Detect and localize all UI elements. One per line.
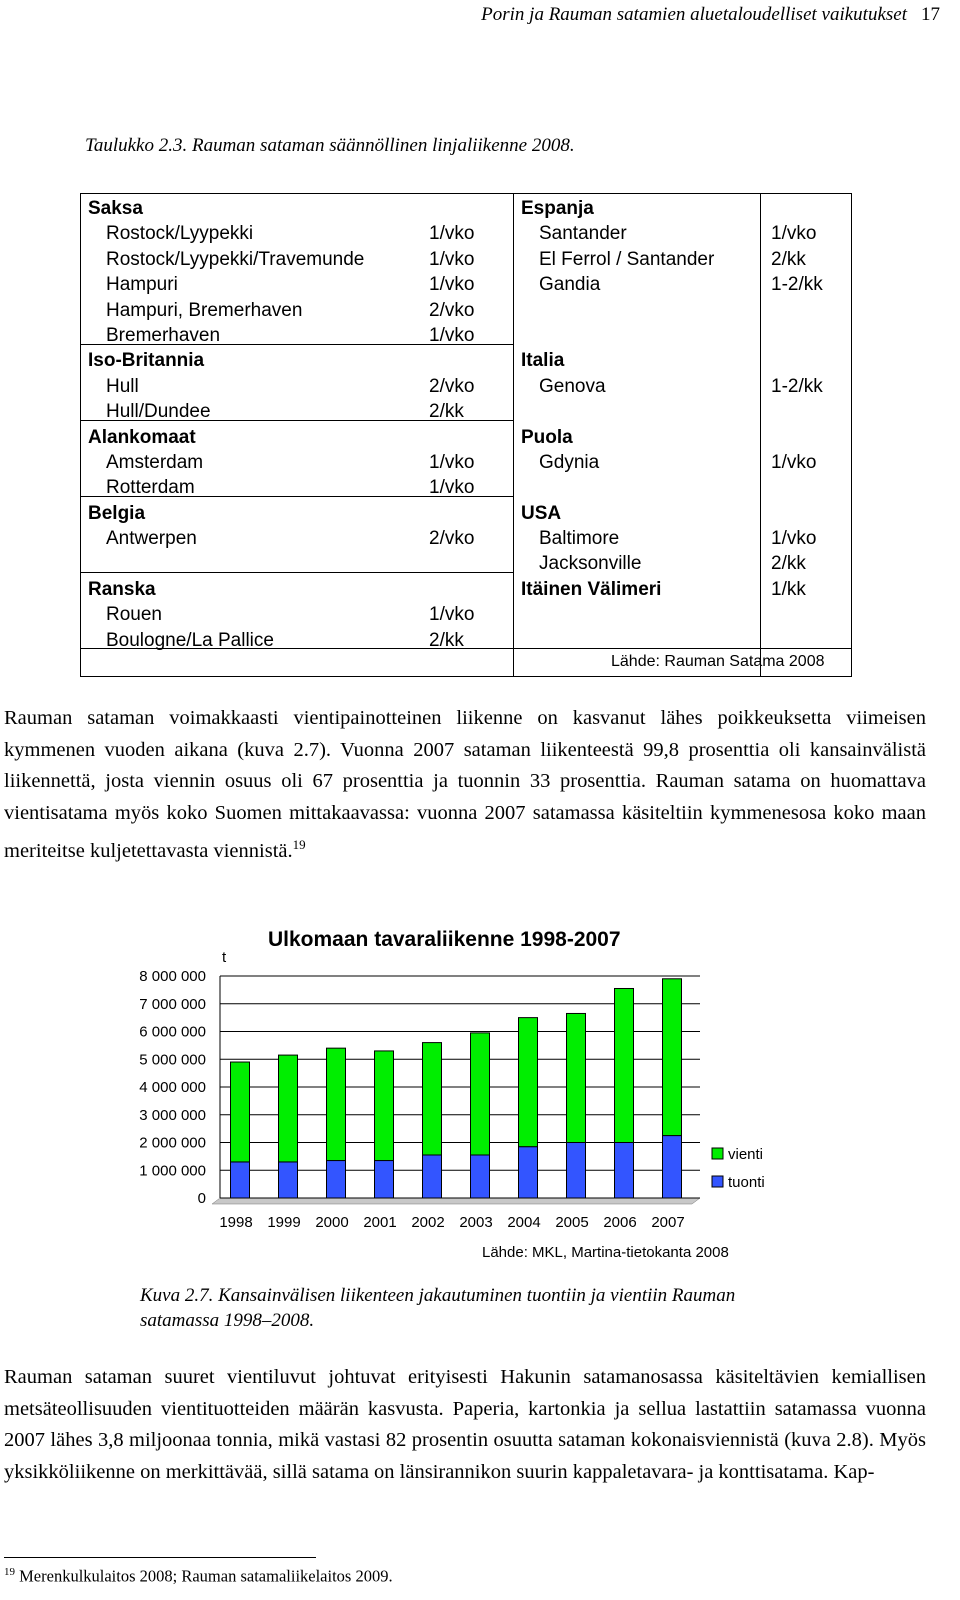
route-frequency: 2/vko: [429, 375, 475, 397]
footnote-ref: 19: [292, 837, 306, 852]
page-number: 17: [921, 4, 940, 25]
footnote-text: Merenkulkulaitos 2008; Rauman satamaliikelaitos 2009.: [19, 1566, 393, 1586]
row-spacer: [429, 348, 474, 373]
left-route-frequencies: [429, 196, 474, 653]
route-name: Amsterdam: [106, 451, 204, 473]
bar-tuonti: [231, 1162, 250, 1198]
route-name: Jacksonville: [539, 553, 642, 575]
route-name: Hampuri, Bremerhaven: [106, 299, 303, 321]
bar-vienti: [375, 1051, 394, 1161]
route-frequency: 1/vko: [429, 248, 475, 270]
route-frequency: 1-2/kk: [771, 375, 823, 397]
route-frequency: 1-2/kk: [771, 274, 823, 296]
country-heading: Saksa: [88, 198, 143, 219]
country-heading: Alankomaat: [88, 426, 196, 448]
row-spacer: [521, 475, 714, 500]
left-route-names: [88, 196, 364, 653]
route-name: Boulogne/La Pallice: [106, 629, 274, 651]
route-frequency: 1/vko: [429, 274, 475, 296]
country-heading: Puola: [521, 426, 573, 448]
bar-tuonti: [615, 1143, 634, 1199]
running-title: Porin ja Rauman satamien aluetaloudelliset vaikutukset: [481, 4, 907, 25]
y-tick-label: 6 000 000: [139, 1023, 206, 1041]
bar-vienti: [615, 988, 634, 1142]
bar-tuonti: [567, 1143, 586, 1199]
country-heading: USA: [521, 502, 562, 524]
row-spacer: [429, 196, 474, 221]
route-frequency: 1/vko: [771, 528, 817, 550]
y-tick-label: 0: [197, 1190, 206, 1207]
x-tick-label: 1999: [267, 1214, 301, 1231]
bar-vienti: [471, 1033, 490, 1155]
row-spacer: [771, 501, 823, 526]
footnote-rule: [4, 1557, 316, 1558]
country-heading: Itäinen Välimeri: [521, 578, 662, 600]
route-frequency: 2/kk: [429, 629, 464, 651]
bar-tuonti: [375, 1161, 394, 1198]
route-frequency: 2/kk: [429, 401, 464, 423]
route-name: Gdynia: [539, 451, 600, 473]
route-name: Antwerpen: [106, 528, 197, 550]
legend-swatch-tuonti: [712, 1176, 723, 1187]
bar-vienti: [327, 1048, 346, 1160]
bar-chart: [0, 920, 960, 1260]
chart-source: Lähde: MKL, Martina-tietokanta 2008: [482, 1244, 729, 1260]
country-heading: Iso-Britannia: [88, 350, 205, 372]
route-name: Hampuri: [106, 274, 178, 296]
x-tick-label: 2000: [315, 1214, 349, 1231]
route-frequency: 1/vko: [429, 324, 475, 346]
route-frequency: 1/vko: [429, 477, 475, 499]
table-caption: Taulukko 2.3. Rauman sataman säännöllinen linjaliikenne 2008.: [85, 135, 575, 156]
x-tick-label: 2007: [651, 1214, 685, 1231]
route-table: [80, 193, 852, 677]
paragraph-2: Rauman sataman suuret vientiluvut johtuvat erityisesti Hakunin satamanosassa käsiteltävien kemiallisen metsäteollisuuden vientituotteiden määrän kasvusta. Paperia, kartonkia ja sellua lastattiin satamassa vuonna 2007 lähes 3,8 miljoonaa tonnia, mikä vastasi 82 prosentin osuutta sataman kokonaisviennistä (kuva 2.8). Myös yksikköliikenne on merkittävää, sillä satama on länsirannikon suurin kappaletavara- ja konttisatama. Kap-: [4, 1366, 926, 1483]
row-spacer: [771, 399, 823, 424]
x-tick-label: 2005: [555, 1214, 589, 1231]
route-name: El Ferrol / Santander: [539, 248, 715, 270]
right-route-frequencies: [771, 196, 823, 602]
bar-tuonti: [423, 1155, 442, 1198]
route-frequency: 2/vko: [429, 299, 475, 321]
row-spacer: [429, 551, 474, 576]
country-heading: Espanja: [521, 198, 594, 219]
route-frequency: 2/kk: [771, 553, 806, 575]
bar-vienti: [519, 1018, 538, 1147]
route-name: Gandia: [539, 274, 601, 296]
route-frequency: 2/vko: [429, 528, 475, 550]
paragraph-1: [4, 703, 926, 867]
route-frequency: 2/kk: [771, 248, 806, 270]
bar-tuonti: [519, 1147, 538, 1198]
bar-vienti: [423, 1043, 442, 1155]
x-tick-label: 2006: [603, 1214, 637, 1231]
row-spacer: [771, 323, 823, 348]
route-name: Hull/Dundee: [106, 401, 211, 423]
row-spacer: [771, 475, 823, 500]
route-frequency: 1/vko: [429, 451, 475, 473]
row-spacer: [771, 425, 823, 450]
y-axis-unit-label: t: [222, 949, 227, 966]
y-tick-label: 1 000 000: [139, 1162, 206, 1180]
route-name: Santander: [539, 223, 627, 245]
y-tick-label: 8 000 000: [139, 968, 206, 985]
bar-vienti: [279, 1055, 298, 1162]
legend-label-vienti: vienti: [728, 1146, 764, 1163]
row-spacer: [88, 551, 364, 576]
chart-title: Ulkomaan tavaraliikenne 1998-2007: [268, 928, 621, 951]
route-name: Bremerhaven: [106, 324, 221, 346]
row-spacer: [521, 323, 714, 348]
table-source: Lähde: Rauman Satama 2008: [611, 653, 825, 670]
country-heading: Italia: [521, 350, 565, 372]
x-tick-label: 2002: [411, 1214, 445, 1231]
bar-vienti: [231, 1062, 250, 1162]
right-route-names: [521, 196, 714, 602]
figure-caption: Kuva 2.7. Kansainvälisen liikenteen jakautuminen tuontiin ja vientiin Rauman satamassa 1998–2008.: [140, 1285, 736, 1331]
y-tick-label: 5 000 000: [139, 1051, 206, 1069]
route-name: Genova: [539, 375, 606, 397]
route-frequency: 1/vko: [429, 223, 475, 245]
row-spacer: [771, 348, 823, 373]
route-frequency: 1/vko: [771, 223, 817, 245]
route-name: Rouen: [106, 604, 162, 626]
x-tick-label: 2001: [363, 1214, 397, 1231]
x-tick-label: 1998: [219, 1214, 253, 1231]
footnote-number: 19: [4, 1566, 15, 1578]
plot-floor: [212, 1198, 700, 1204]
route-name: Rostock/Lyypekki/Travemunde: [106, 248, 365, 270]
row-spacer: [429, 577, 474, 602]
y-tick-label: 4 000 000: [139, 1079, 206, 1096]
running-header: [430, 4, 940, 26]
bar-tuonti: [663, 1136, 682, 1198]
route-name: Rostock/Lyypekki: [106, 223, 254, 245]
legend-swatch-vienti: [712, 1148, 723, 1159]
paragraph-1-text: Rauman sataman voimakkaasti vientipainotteinen liikenne on kasvanut lähes poikkeuksetta viimeisen kymmenen vuoden aikana (kuva 2.7). Vuonna 2007 sataman liikenteestä 99,8 prosenttia oli kansainvälistä liikennettä, josta viennin osuus oli 67 prosenttia ja tuonnin 33 prosenttia. Rauman satama on huomattava vientisatama myös koko Suomen mittakaavassa: vuonna 2007 satamassa käsiteltiin kymmenesosa koko maan meriteitse kuljetettavasta viennistä.: [4, 707, 926, 862]
x-tick-label: 2004: [507, 1214, 541, 1231]
row-spacer: [521, 399, 714, 424]
footnote: [4, 1566, 393, 1587]
row-spacer: [429, 501, 474, 526]
row-spacer: [429, 425, 474, 450]
bar-tuonti: [279, 1162, 298, 1198]
y-tick-label: 2 000 000: [139, 1134, 206, 1152]
bar-tuonti: [471, 1155, 490, 1198]
legend-label-tuonti: tuonti: [728, 1174, 765, 1191]
route-name: Rotterdam: [106, 477, 195, 499]
route-frequency: 1/vko: [429, 604, 475, 626]
table-divider-left: [513, 194, 514, 676]
row-spacer: [771, 298, 823, 323]
y-tick-label: 7 000 000: [139, 995, 206, 1013]
route-name: Hull: [106, 375, 139, 397]
y-tick-label: 3 000 000: [139, 1106, 206, 1124]
bar-vienti: [663, 979, 682, 1136]
bar-tuonti: [327, 1161, 346, 1198]
country-heading: Ranska: [88, 578, 156, 600]
chart-area: [0, 920, 960, 1260]
row-spacer: [521, 298, 714, 323]
bar-vienti: [567, 1013, 586, 1142]
route-frequency: 1/vko: [771, 451, 817, 473]
row-spacer: [771, 196, 823, 221]
x-tick-label: 2003: [459, 1214, 493, 1231]
table-divider-right-freq: [760, 194, 761, 676]
route-frequency: 1/kk: [771, 578, 806, 600]
country-heading: Belgia: [88, 502, 146, 524]
route-name: Baltimore: [539, 528, 620, 550]
